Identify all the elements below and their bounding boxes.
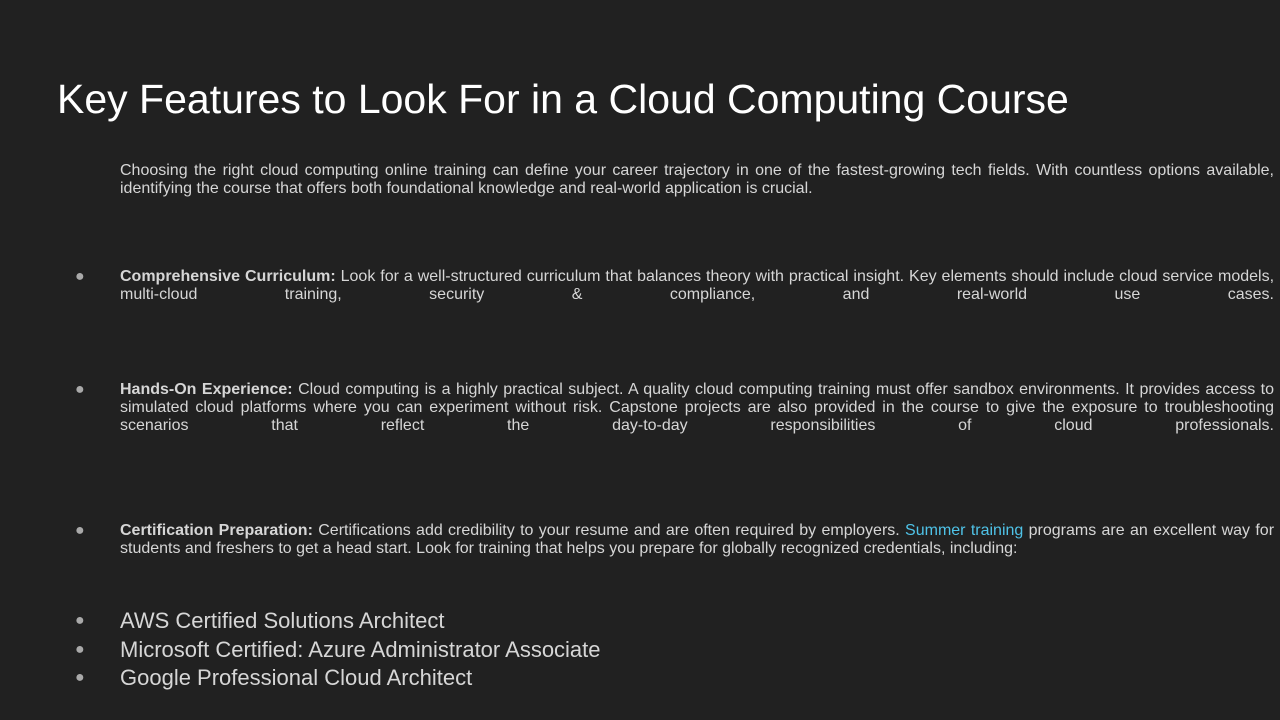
bullet-icon: ● xyxy=(75,641,85,658)
feature-text: Certifications add credibility to your resume and are often required by employers. xyxy=(312,522,906,539)
certification-text: AWS Certified Solutions Architect xyxy=(120,608,445,633)
slide-title: Key Features to Look For in a Cloud Computing Course xyxy=(57,76,1069,122)
certification-item-aws xyxy=(75,607,1274,636)
feature-item-hands-on xyxy=(75,381,1274,435)
feature-heading: Hands-On Experience: xyxy=(120,381,293,398)
bullet-icon: ● xyxy=(75,268,85,285)
feature-text: Look for a well-structured curriculum that balances theory with practical insight. Key elements should include cloud service models, multi-cloud training, security & compliance, and real-world use cases. xyxy=(120,268,1275,303)
certification-text: Google Professional Cloud Architect xyxy=(120,665,473,690)
bullet-icon: ● xyxy=(75,522,85,539)
feature-heading: Certification Preparation: xyxy=(120,522,313,539)
certification-item-azure xyxy=(75,636,1274,665)
intro-text: Choosing the right cloud computing online training can define your career trajectory in one of the fastest-growing tech fields. With countless options available, identifying the course that offers both foundational knowledge and real-world application is crucial. xyxy=(120,162,1274,197)
feature-item-curriculum xyxy=(75,268,1275,304)
bullet-icon: ● xyxy=(75,669,85,686)
feature-item-certification xyxy=(75,522,1275,558)
intro-paragraph xyxy=(120,162,1274,198)
feature-text: Cloud computing is a highly practical subject. A quality cloud computing training must offer sandbox environments. It provides access to simulated cloud platforms where you can experiment without risk. Capstone projects are also provided in the course to give the exposure to troubleshooting scenarios that reflect the day-to-day responsibilities of cloud professionals. xyxy=(120,381,1274,434)
certification-text: Microsoft Certified: Azure Administrator Associate xyxy=(120,637,601,662)
bullet-icon: ● xyxy=(75,381,85,398)
feature-heading: Comprehensive Curriculum: xyxy=(120,268,336,285)
bullet-icon: ● xyxy=(75,612,85,629)
certification-item-google xyxy=(75,664,1274,693)
summer-training-link[interactable]: Summer training xyxy=(905,522,1024,539)
feature-text: programs are an excellent way for students and freshers to get a head start. Look for training that helps you prepare for globally recognized credentials, including: xyxy=(120,522,1275,557)
